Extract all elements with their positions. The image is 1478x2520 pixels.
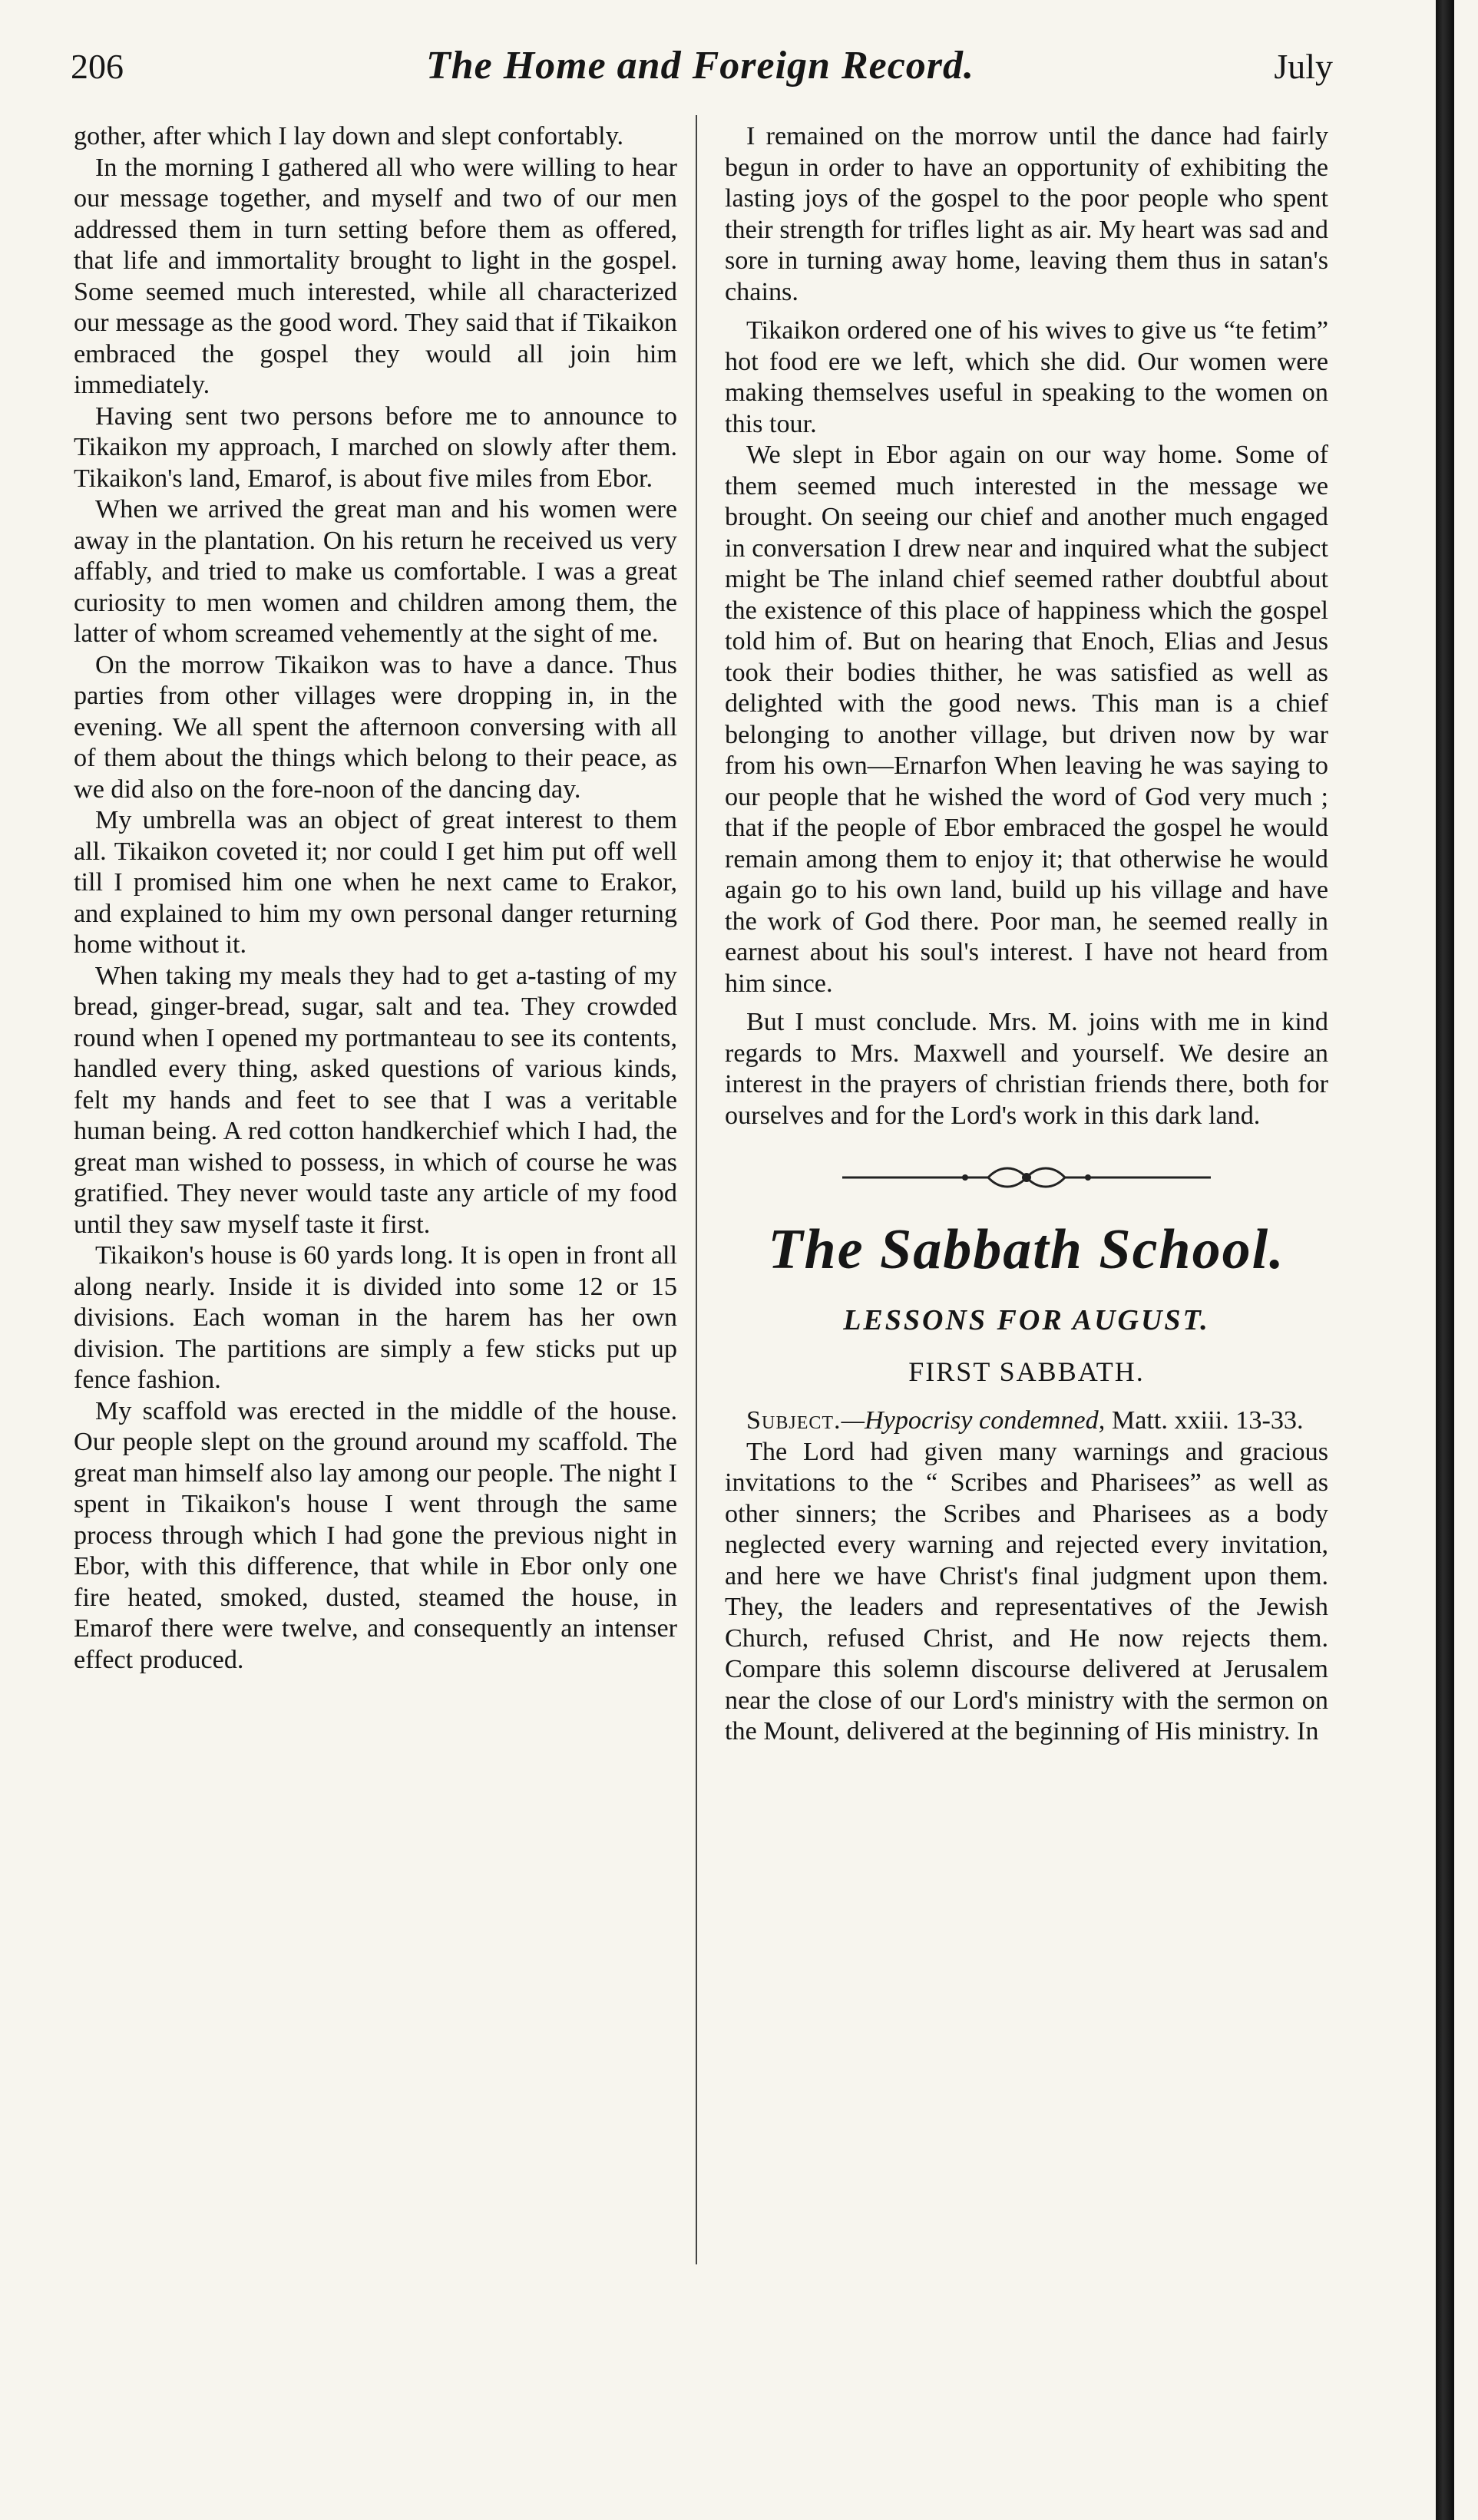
- page-number: 206: [71, 47, 124, 86]
- running-title: The Home and Foreign Record.: [425, 44, 975, 88]
- subject-reference: Matt. xxiii. 13-33.: [1105, 1406, 1304, 1435]
- subject-label: Subject.: [746, 1406, 842, 1435]
- column-divider: [696, 115, 697, 2264]
- paragraph: My umbrella was an object of great interest to them all. Tikaikon coveted it; nor could I get him put off well till I promised him one when he next came to Erakor, and explained to him my own personal danger returning home without it.: [74, 806, 677, 959]
- paragraph: On the morrow Tikaikon was to have a dance. Thus parties from other villages were dropping in, in the evening. We all spent the afternoon conversing with all of them about the things which belong to their peace, as we did also on the fore-noon of the dancing day.: [74, 650, 677, 804]
- paragraph: Tikaikon's house is 60 yards long. It is open in front all along nearly. Inside it is divided into some 12 or 15 divisions. Each woman in the harem has her own division. The partitions are simply a few sticks put up fence fashion.: [74, 1241, 677, 1394]
- lesson-body: The Lord had given many warnings and gracious invitations to the “ Scribes and Pharisees” as well as other sinners; the Scribes and Pharisees as a body neglected every warning and rejected every invitation, and here we have Christ's final judgment upon them. They, the leaders and representatives of the Jewish Church, refused Christ, and He now rejects them. Compare this solemn discourse delivered at Jerusalem near the close of our Lord's ministry with the sermon on the Mount, delivered at the beginning of His ministry. In: [725, 1437, 1328, 1746]
- lesson-subject: [725, 1405, 1328, 1437]
- paragraph: Tikaikon ordered one of his wives to give us “te fetim” hot food ere we left, which she did. Our women were making themselves useful in speaking to the women on this tour.: [725, 316, 1328, 438]
- left-column: [74, 121, 677, 1676]
- paragraph: In the morning I gathered all who were willing to hear our message together, and myself and two of our men addressed them in turn setting before them as offered, that life and immortality brought to light in the gospel. Some seemed much interested, while all characterized our message as the good word. They said that if Tikaikon embraced the gospel they would all join him immediately.: [74, 153, 677, 399]
- lessons-heading: LESSONS FOR AUGUST.: [843, 1304, 1210, 1336]
- page-edge-shadow: [1436, 0, 1454, 2520]
- paragraph: But I must conclude. Mrs. M. joins with me in kind regards to Mrs. Maxwell and yourself. We desire an interest in the prayers of christian friends there, both for ourselves and for the Lord's work in this dark land.: [725, 1008, 1328, 1130]
- running-header: [68, 40, 1333, 94]
- subject-text: —Hypocrisy condemned,: [841, 1406, 1106, 1435]
- paragraph: We slept in Ebor again on our way home. Some of them seemed much interested in the message we brought. On seeing our chief and another much engaged in conversation I drew near and inquired what the subject might be The inland chief seemed rather doubtful about the existence of this place of happiness which the gospel told him of. But on hearing that Enoch, Elias and Jesus took their bodies thither, he was satisfied as well as delighted with the good news. This man is a chief belonging to another village, but driven now by war from his own—Ernarfon When leaving he was saying to our people that he wished the word of God very much ; that if the people of Ebor embraced the gospel he would remain among them to enjoy it; that otherwise he would again go to his own land, build up his village and have the work of God there. Poor man, he seemed really in earnest about his soul's interest. I have not heard from him since.: [725, 441, 1328, 998]
- paragraph: gother, after which I lay down and slept confortably.: [74, 122, 624, 150]
- paragraph: When taking my meals they had to get a-tasting of my bread, ginger-bread, sugar, salt and tea. They crowded round when I opened my portmanteau to see its contents, handled every thing, asked questions of various kinds, felt my hands and feet to see that I was a veritable human being. A red cotton handkerchief which I had, the great man wished to possess, in which of course he was gratified. They never would taste any article of my food until they saw myself taste it first.: [74, 961, 677, 1239]
- right-column: [725, 121, 1328, 1748]
- first-sabbath-heading: FIRST SABBATH.: [908, 1356, 1145, 1387]
- ornament-flourish-icon: [835, 1162, 1218, 1193]
- ornamental-rule: [725, 1162, 1328, 1193]
- section-title: The Sabbath School.: [768, 1218, 1285, 1281]
- paragraph: Having sent two persons before me to announce to Tikaikon my approach, I marched on slowly after them. Tikaikon's land, Emarof, is about five miles from Ebor.: [74, 401, 677, 493]
- paragraph: I remained on the morrow until the dance had fairly begun in order to have an opportunity of exhibiting the lasting joys of the gospel to the poor people who spent their strength for trifles light as air. My heart was sad and sore in turning away home, leaving them thus in satan's chains.: [725, 122, 1328, 306]
- issue-month: July: [1274, 47, 1333, 86]
- paragraph: My scaffold was erected in the middle of the house. Our people slept on the ground around my scaffold. The great man himself also lay among our people. The night I spent in Tikaikon's house I went through the same process through which I had gone the previous night in Ebor, with this difference, that while in Ebor only one fire heated, smoked, dusted, steamed the house, in Emarof there were twelve, and consequently an intenser effect produced.: [74, 1396, 677, 1674]
- paragraph: When we arrived the great man and his women were away in the plantation. On his return he received us very affably, and tried to make us comfortable. I was a great curiosity to men women and children among them, the latter of whom screamed vehemently at the sight of me.: [74, 495, 677, 648]
